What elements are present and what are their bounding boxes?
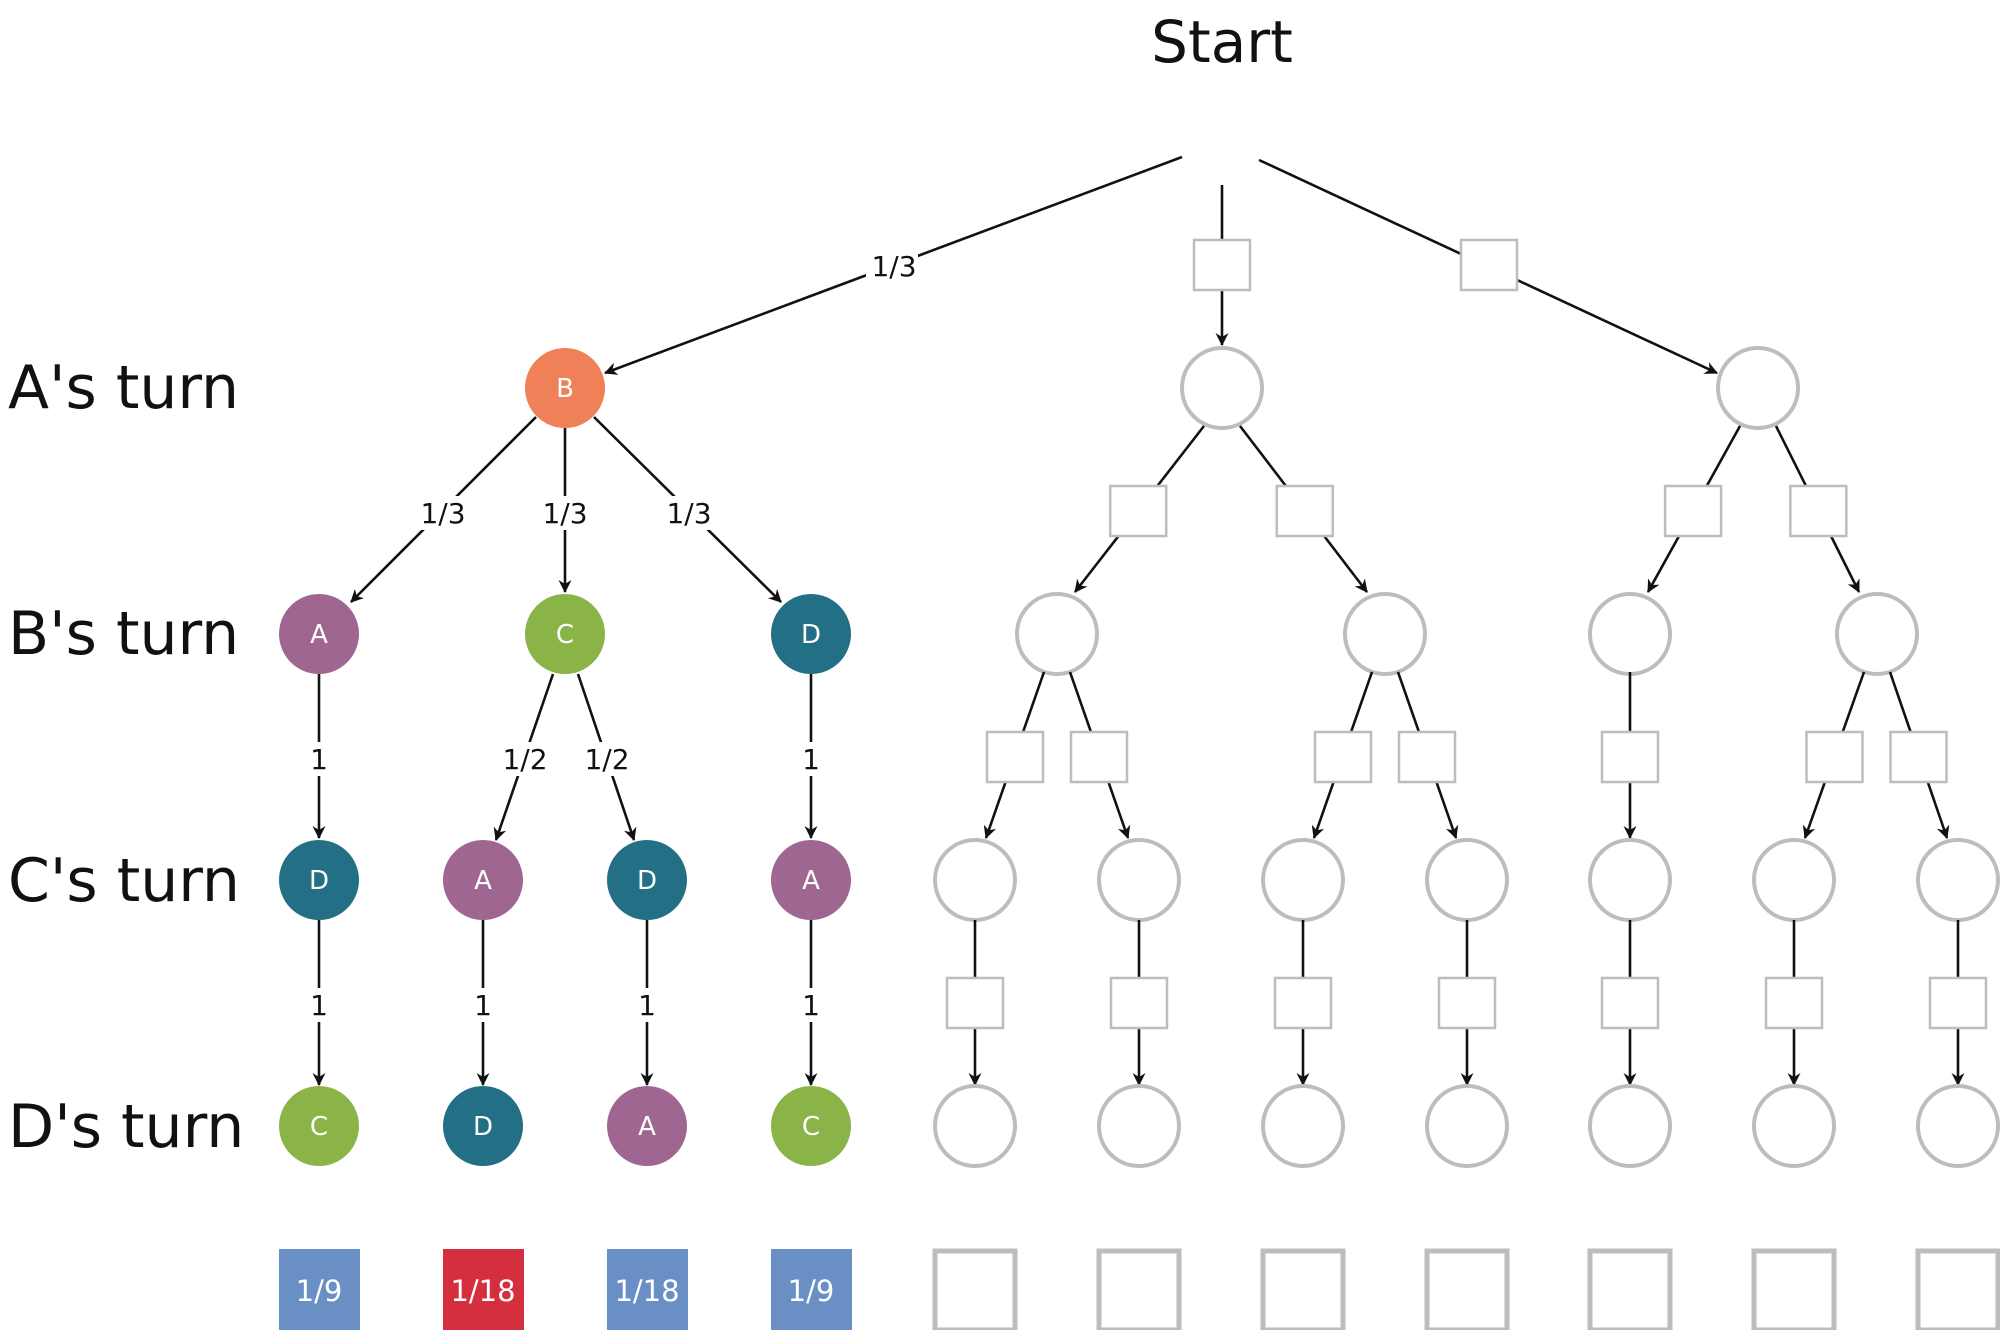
tree-node-d [607, 840, 687, 920]
svg-text:1/9: 1/9 [295, 1274, 343, 1308]
row-label-b-turn: B's turn [8, 599, 240, 669]
empty-outcome-box [1099, 1251, 1179, 1330]
edge-label-b-to-c: 1/3 [542, 497, 588, 530]
empty-outcome-box [1590, 1251, 1670, 1330]
tree-node-d [279, 840, 359, 920]
unexplored-node [1590, 840, 1670, 920]
tree-node-d [771, 594, 851, 674]
outcome-probabilities [279, 1249, 852, 1330]
svg-text:C: C [801, 1112, 821, 1142]
empty-probability-box [1277, 486, 1333, 536]
row-label-d-turn: D's turn [8, 1092, 245, 1162]
unexplored-branches [935, 160, 1998, 1330]
empty-outcome-box [935, 1251, 1015, 1330]
tree-node-c [279, 1086, 359, 1166]
unexplored-node [1754, 840, 1834, 920]
row-label-a-turn: A's turn [8, 353, 240, 423]
outcome-probability-box [607, 1249, 688, 1330]
tree-node-c [771, 1086, 851, 1166]
unexplored-node [1099, 840, 1179, 920]
empty-probability-box [1071, 732, 1127, 782]
unexplored-node [1263, 840, 1343, 920]
edge-label-d-to-c: 1 [310, 989, 328, 1022]
unexplored-node [1427, 1086, 1507, 1166]
svg-text:A: A [802, 866, 820, 896]
tree-node-a [607, 1086, 687, 1166]
unexplored-node [1918, 1086, 1998, 1166]
unexplored-node [1099, 1086, 1179, 1166]
unexplored-node [1837, 594, 1917, 674]
unexplored-node [1590, 594, 1670, 674]
svg-text:1/18: 1/18 [450, 1274, 516, 1308]
edge-label-d-to-a: 1 [802, 743, 820, 776]
outcome-probability-box [771, 1249, 852, 1330]
edge-label-b-to-a: 1/3 [420, 497, 466, 530]
empty-probability-box [1439, 978, 1495, 1028]
empty-probability-box [1790, 486, 1846, 536]
row-label-c-turn: C's turn [8, 846, 240, 916]
svg-text:1/9: 1/9 [787, 1274, 835, 1308]
unexplored-node [1345, 594, 1425, 674]
tree-node-d [443, 1086, 523, 1166]
empty-probability-box [1766, 978, 1822, 1028]
tree-node-b [525, 348, 605, 428]
empty-probability-box [1891, 732, 1947, 782]
empty-outcome-box [1427, 1251, 1507, 1330]
outcome-probability-box [279, 1249, 360, 1330]
svg-text:D: D [472, 1112, 494, 1142]
empty-outcome-box [1263, 1251, 1343, 1330]
unexplored-node [1754, 1086, 1834, 1166]
empty-outcome-box [1918, 1251, 1998, 1330]
empty-probability-box [1930, 978, 1986, 1028]
empty-probability-box [1807, 732, 1863, 782]
svg-text:D: D [800, 620, 822, 650]
unexplored-node [1918, 840, 1998, 920]
edge-label-a-to-d: 1 [310, 743, 328, 776]
empty-probability-box [1665, 486, 1721, 536]
empty-probability-box [1602, 978, 1658, 1028]
unexplored-node [1718, 348, 1798, 428]
tree-node-a [279, 594, 359, 674]
edge-label-c-to-d: 1/2 [584, 743, 630, 776]
svg-text:C: C [309, 1112, 329, 1142]
svg-text:C: C [555, 620, 575, 650]
svg-text:A: A [474, 866, 492, 896]
empty-probability-box [1461, 240, 1517, 290]
unexplored-node [1182, 348, 1262, 428]
empty-probability-box [1194, 240, 1250, 290]
start-label: Start [1151, 8, 1293, 76]
empty-probability-box [1111, 978, 1167, 1028]
svg-text:1/18: 1/18 [614, 1274, 680, 1308]
empty-probability-box [1602, 732, 1658, 782]
svg-text:B: B [556, 374, 574, 404]
unexplored-node [935, 840, 1015, 920]
tree-node-c [525, 594, 605, 674]
edge-label-d-to-a-2: 1 [638, 989, 656, 1022]
tree-node-a [771, 840, 851, 920]
unexplored-node [935, 1086, 1015, 1166]
empty-probability-box [1275, 978, 1331, 1028]
edge-label-c-to-a: 1/2 [502, 743, 548, 776]
tree-node-a [443, 840, 523, 920]
edge-label-a-to-d-2: 1 [474, 989, 492, 1022]
unexplored-node [1017, 594, 1097, 674]
svg-text:D: D [308, 866, 330, 896]
svg-text:D: D [636, 866, 658, 896]
empty-probability-box [947, 978, 1003, 1028]
unexplored-node [1427, 840, 1507, 920]
empty-probability-box [1399, 732, 1455, 782]
empty-probability-box [1110, 486, 1166, 536]
svg-text:A: A [638, 1112, 656, 1142]
unexplored-node [1590, 1086, 1670, 1166]
edge-label-b-to-d: 1/3 [666, 497, 712, 530]
empty-outcome-box [1754, 1251, 1834, 1330]
svg-text:A: A [310, 620, 328, 650]
edge-label-start-to-b: 1/3 [871, 250, 917, 283]
outcome-probability-box [443, 1249, 524, 1330]
edge-label-a-to-c: 1 [802, 989, 820, 1022]
empty-probability-box [1315, 732, 1371, 782]
empty-probability-box [987, 732, 1043, 782]
unexplored-node [1263, 1086, 1343, 1166]
